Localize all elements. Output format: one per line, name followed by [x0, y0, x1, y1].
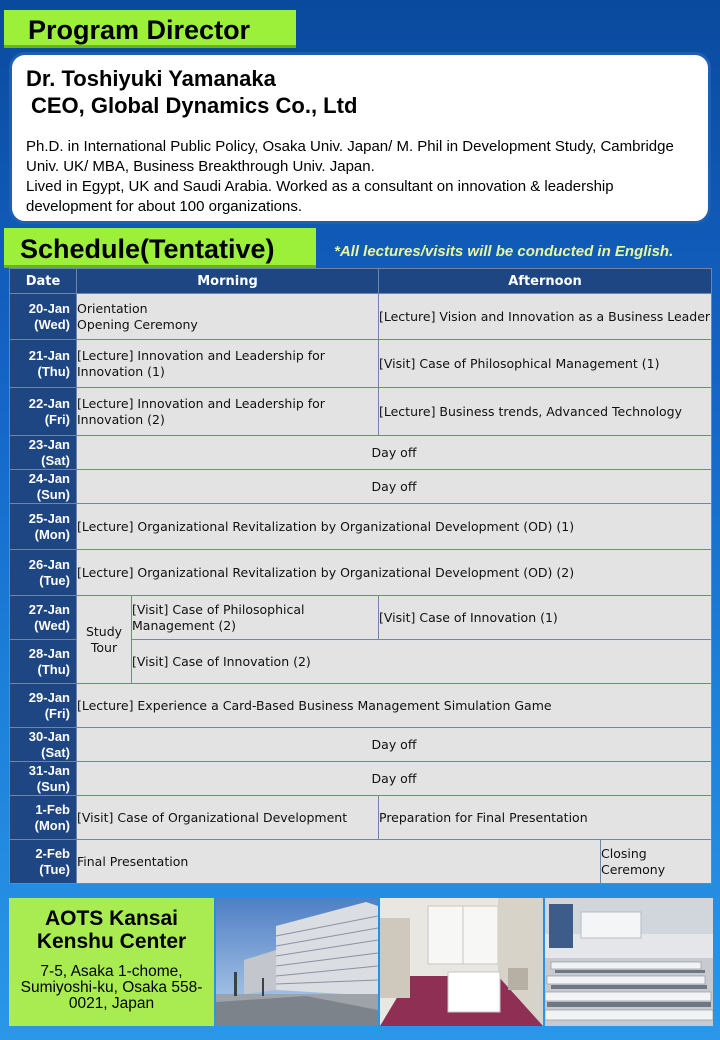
schedule-day: (Wed)	[34, 316, 70, 332]
schedule-date: 20-Jan	[28, 300, 70, 316]
schedule-day: (Sat)	[41, 452, 70, 468]
schedule-date-cell	[10, 340, 77, 388]
schedule-day-off: Day off	[77, 762, 712, 796]
schedule-date: 24-Jan	[28, 470, 70, 486]
date-column-header: Date	[10, 269, 77, 294]
schedule-morning: [Visit] Case of Organizational Development	[77, 796, 379, 840]
schedule-date-cell	[10, 470, 77, 504]
schedule-day: (Thu)	[37, 363, 70, 379]
schedule-date-cell	[10, 684, 77, 728]
schedule-date-cell	[10, 762, 77, 796]
schedule-full-day: [Visit] Case of Innovation (2)	[132, 640, 712, 684]
schedule-morning: [Visit] Case of Philosophical Management (2)	[132, 596, 379, 640]
program-director-heading: Program Director	[4, 10, 296, 48]
english-note: *All lectures/visits will be conducted in English.	[334, 243, 674, 260]
schedule-day: (Thu)	[37, 661, 70, 677]
schedule-date: 23-Jan	[28, 436, 70, 452]
schedule-morning: [Lecture] Innovation and Leadership for Innovation (1)	[77, 340, 379, 388]
schedule-date-cell	[10, 294, 77, 340]
schedule-heading: Schedule(Tentative)	[4, 228, 316, 268]
schedule-day: (Sat)	[41, 744, 70, 760]
schedule-day: (Tue)	[39, 572, 70, 588]
schedule-afternoon: [Visit] Case of Philosophical Management (1)	[379, 340, 712, 388]
schedule-day: (Fri)	[44, 411, 70, 427]
schedule-date: 26-Jan	[28, 556, 70, 572]
schedule-day: (Mon)	[34, 817, 70, 833]
schedule-afternoon: [Visit] Case of Innovation (1)	[379, 596, 712, 640]
morning-column-header: Morning	[77, 269, 379, 294]
lecture-hall-photo	[545, 898, 713, 1026]
schedule-date: 22-Jan	[28, 395, 70, 411]
schedule-day-off: Day off	[77, 470, 712, 504]
schedule-row	[10, 796, 712, 840]
schedule-afternoon: [Lecture] Business trends, Advanced Technology	[379, 388, 712, 436]
venue-info-box	[9, 898, 214, 1026]
schedule-morning: [Lecture] Innovation and Leadership for Innovation (2)	[77, 388, 379, 436]
schedule-row	[10, 550, 712, 596]
schedule-body	[10, 294, 712, 884]
schedule-date-cell	[10, 640, 77, 684]
schedule-row	[10, 596, 712, 640]
schedule-full-day: [Lecture] Organizational Revitalization by Organizational Development (OD) (2)	[77, 550, 712, 596]
schedule-table	[9, 268, 712, 884]
schedule-date-cell	[10, 504, 77, 550]
schedule-row	[10, 504, 712, 550]
schedule-day: (Tue)	[39, 861, 70, 877]
venue-name: AOTS Kansai Kenshu Center	[36, 907, 187, 953]
schedule-date: 28-Jan	[28, 645, 70, 661]
study-tour-cell: Study Tour	[77, 596, 132, 684]
schedule-row	[10, 436, 712, 470]
schedule-day: (Sun)	[36, 486, 70, 502]
schedule-day: (Wed)	[34, 617, 70, 633]
schedule-date-cell	[10, 436, 77, 470]
schedule-row	[10, 728, 712, 762]
director-title: CEO, Global Dynamics Co., Ltd	[31, 93, 358, 118]
schedule-final-presentation: Final Presentation	[77, 840, 601, 884]
schedule-full-day: [Lecture] Experience a Card-Based Business Management Simulation Game	[77, 684, 712, 728]
schedule-date-cell	[10, 728, 77, 762]
schedule-day-off: Day off	[77, 728, 712, 762]
schedule-afternoon: Preparation for Final Presentation	[379, 796, 712, 840]
schedule-row	[10, 684, 712, 728]
building-photo	[216, 898, 378, 1026]
director-name: Dr. Toshiyuki Yamanaka	[26, 66, 276, 91]
schedule-row	[10, 840, 712, 884]
schedule-date: 31-Jan	[28, 762, 70, 778]
schedule-date: 29-Jan	[28, 689, 70, 705]
schedule-row	[10, 294, 712, 340]
director-info-box	[9, 52, 711, 224]
schedule-day: (Mon)	[34, 526, 70, 542]
schedule-date: 2-Feb	[35, 845, 70, 861]
schedule-header-row	[10, 269, 712, 294]
schedule-afternoon: [Lecture] Vision and Innovation as a Business Leader	[379, 294, 712, 340]
director-bio	[26, 137, 692, 217]
schedule-date: 30-Jan	[28, 728, 70, 744]
schedule-date-cell	[10, 388, 77, 436]
schedule-date: 27-Jan	[28, 601, 70, 617]
schedule-row	[10, 340, 712, 388]
schedule-row	[10, 470, 712, 504]
schedule-date-cell	[10, 840, 77, 884]
schedule-date: 1-Feb	[35, 801, 70, 817]
schedule-date-cell	[10, 550, 77, 596]
schedule-day: (Sun)	[36, 778, 70, 794]
guest-room-photo	[380, 898, 543, 1026]
afternoon-column-header: Afternoon	[379, 269, 712, 294]
schedule-row	[10, 388, 712, 436]
director-bio-experience: Lived in Egypt, UK and Saudi Arabia. Worked as a consultant on innovation & leadership development for about 100 organizations.	[26, 178, 614, 215]
schedule-full-day: [Lecture] Organizational Revitalization by Organizational Development (OD) (1)	[77, 504, 712, 550]
schedule-row	[10, 762, 712, 796]
schedule-date-cell	[10, 796, 77, 840]
venue-address: 7-5, Asaka 1-chome, Sumiyoshi-ku, Osaka 558-0021, Japan	[20, 963, 203, 1012]
schedule-date: 21-Jan	[28, 347, 70, 363]
schedule-morning: Orientation Opening Ceremony	[77, 294, 379, 340]
schedule-day-off: Day off	[77, 436, 712, 470]
schedule-day: (Fri)	[44, 705, 70, 721]
schedule-date-cell	[10, 596, 77, 640]
schedule-closing-ceremony: Closing Ceremony	[601, 840, 712, 884]
director-bio-education: Ph.D. in International Public Policy, Osaka Univ. Japan/ M. Phil in Development Study, Cambridge Univ. UK/ MBA, Business Breakthrough Univ. Japan.	[26, 138, 674, 175]
schedule-date: 25-Jan	[28, 510, 70, 526]
